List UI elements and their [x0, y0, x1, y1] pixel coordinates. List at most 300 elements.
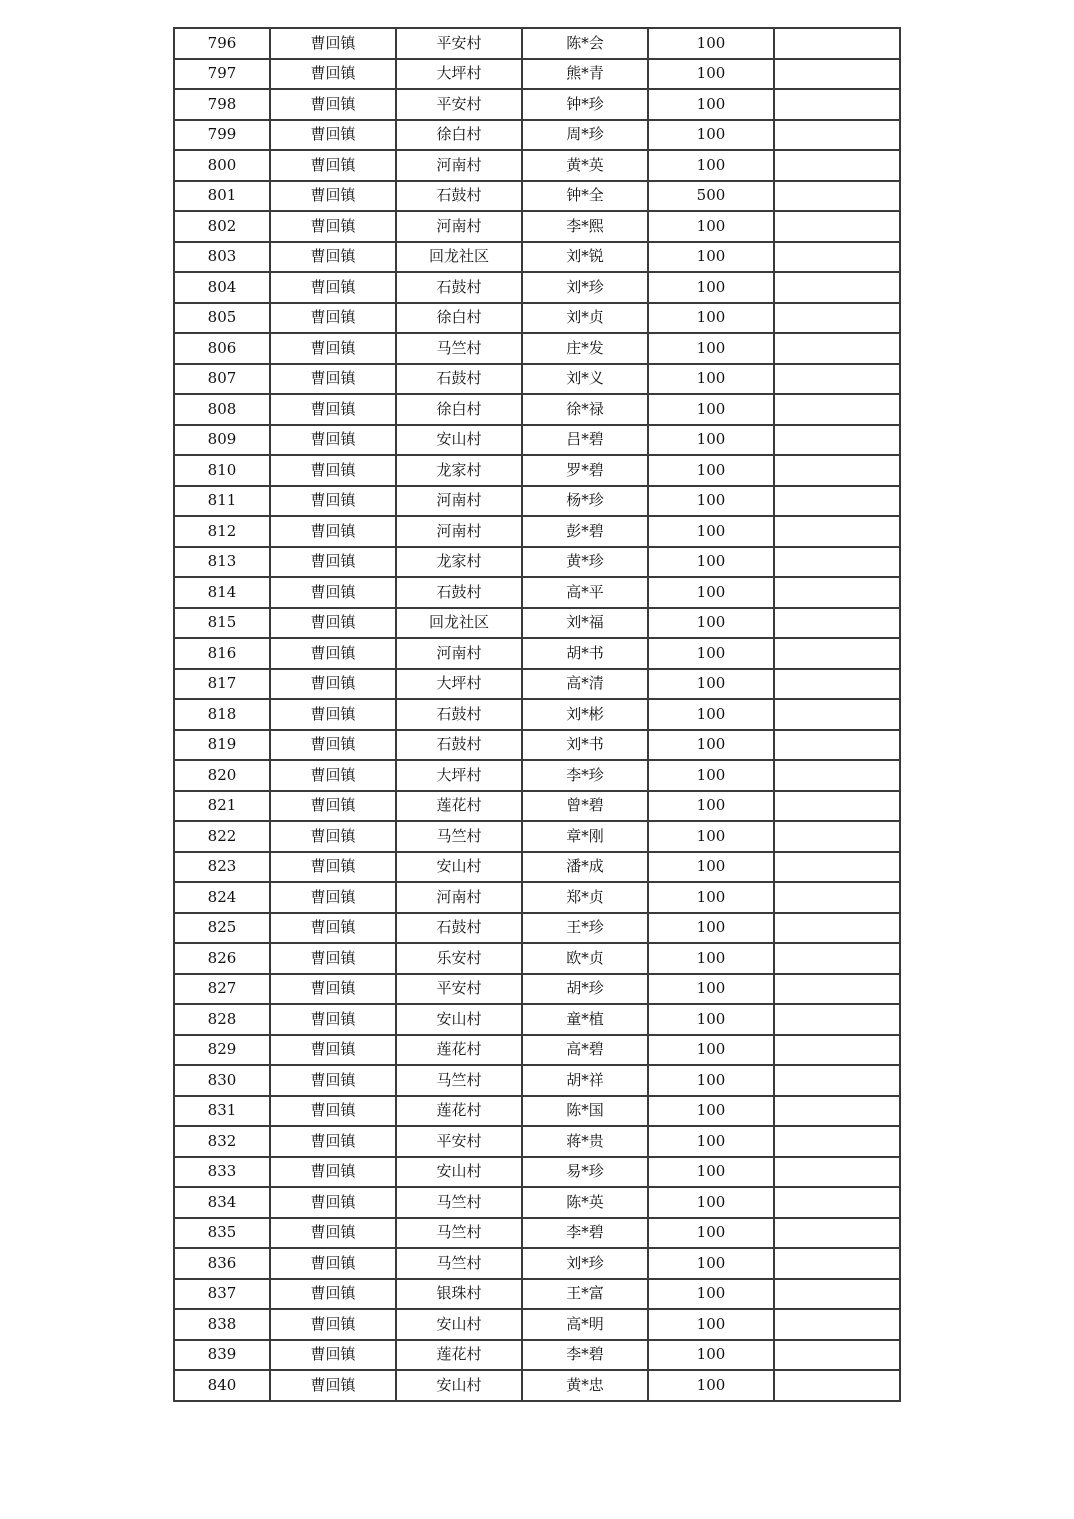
serial-number-cell: 826: [174, 943, 270, 974]
serial-number-cell: 828: [174, 1004, 270, 1035]
name-cell: 杨*珍: [522, 486, 648, 517]
serial-number-cell: 831: [174, 1096, 270, 1127]
village-cell: 河南村: [396, 882, 522, 913]
village-cell: 回龙社区: [396, 242, 522, 273]
note-cell: [774, 120, 900, 151]
note-cell: [774, 547, 900, 578]
amount-cell: 100: [648, 1279, 774, 1310]
amount-cell: 100: [648, 59, 774, 90]
town-cell: 曹回镇: [270, 394, 396, 425]
table-row: [174, 1279, 900, 1310]
serial-number-cell: 799: [174, 120, 270, 151]
village-cell: 银珠村: [396, 1279, 522, 1310]
document-page: [173, 27, 901, 1402]
note-cell: [774, 1096, 900, 1127]
name-cell: 陈*会: [522, 28, 648, 59]
name-cell: 郑*贞: [522, 882, 648, 913]
serial-number-cell: 798: [174, 89, 270, 120]
table-row: [174, 730, 900, 761]
serial-number-cell: 838: [174, 1309, 270, 1340]
amount-cell: 100: [648, 669, 774, 700]
village-cell: 石鼓村: [396, 730, 522, 761]
town-cell: 曹回镇: [270, 821, 396, 852]
serial-number-cell: 803: [174, 242, 270, 273]
village-cell: 大坪村: [396, 59, 522, 90]
note-cell: [774, 974, 900, 1005]
note-cell: [774, 28, 900, 59]
note-cell: [774, 486, 900, 517]
table-row: [174, 394, 900, 425]
serial-number-cell: 821: [174, 791, 270, 822]
village-cell: 回龙社区: [396, 608, 522, 639]
town-cell: 曹回镇: [270, 516, 396, 547]
amount-cell: 100: [648, 425, 774, 456]
serial-number-cell: 819: [174, 730, 270, 761]
table-row: [174, 882, 900, 913]
table-row: [174, 913, 900, 944]
table-row: [174, 577, 900, 608]
village-cell: 安山村: [396, 425, 522, 456]
name-cell: 李*碧: [522, 1340, 648, 1371]
town-cell: 曹回镇: [270, 425, 396, 456]
table-row: [174, 516, 900, 547]
amount-cell: 100: [648, 120, 774, 151]
name-cell: 曾*碧: [522, 791, 648, 822]
serial-number-cell: 833: [174, 1157, 270, 1188]
amount-cell: 100: [648, 882, 774, 913]
village-cell: 石鼓村: [396, 272, 522, 303]
name-cell: 彭*碧: [522, 516, 648, 547]
table-row: [174, 120, 900, 151]
town-cell: 曹回镇: [270, 333, 396, 364]
town-cell: 曹回镇: [270, 1065, 396, 1096]
amount-cell: 100: [648, 1309, 774, 1340]
name-cell: 吕*碧: [522, 425, 648, 456]
amount-cell: 100: [648, 608, 774, 639]
village-cell: 龙家村: [396, 547, 522, 578]
amount-cell: 100: [648, 1218, 774, 1249]
amount-cell: 100: [648, 516, 774, 547]
serial-number-cell: 830: [174, 1065, 270, 1096]
note-cell: [774, 577, 900, 608]
serial-number-cell: 834: [174, 1187, 270, 1218]
note-cell: [774, 1065, 900, 1096]
town-cell: 曹回镇: [270, 59, 396, 90]
note-cell: [774, 1218, 900, 1249]
village-cell: 马竺村: [396, 1065, 522, 1096]
name-cell: 胡*书: [522, 638, 648, 669]
table-row: [174, 974, 900, 1005]
serial-number-cell: 813: [174, 547, 270, 578]
village-cell: 安山村: [396, 1004, 522, 1035]
town-cell: 曹回镇: [270, 608, 396, 639]
note-cell: [774, 1126, 900, 1157]
village-cell: 河南村: [396, 211, 522, 242]
town-cell: 曹回镇: [270, 1218, 396, 1249]
note-cell: [774, 1340, 900, 1371]
name-cell: 刘*珍: [522, 1248, 648, 1279]
note-cell: [774, 821, 900, 852]
name-cell: 刘*锐: [522, 242, 648, 273]
village-cell: 马竺村: [396, 1248, 522, 1279]
village-cell: 安山村: [396, 852, 522, 883]
serial-number-cell: 806: [174, 333, 270, 364]
town-cell: 曹回镇: [270, 364, 396, 395]
village-cell: 安山村: [396, 1309, 522, 1340]
amount-cell: 100: [648, 150, 774, 181]
table-row: [174, 1096, 900, 1127]
roster-table-body: [174, 28, 900, 1401]
town-cell: 曹回镇: [270, 974, 396, 1005]
name-cell: 高*平: [522, 577, 648, 608]
village-cell: 河南村: [396, 516, 522, 547]
serial-number-cell: 836: [174, 1248, 270, 1279]
note-cell: [774, 150, 900, 181]
note-cell: [774, 455, 900, 486]
amount-cell: 100: [648, 1035, 774, 1066]
village-cell: 龙家村: [396, 455, 522, 486]
amount-cell: 100: [648, 364, 774, 395]
town-cell: 曹回镇: [270, 1004, 396, 1035]
town-cell: 曹回镇: [270, 852, 396, 883]
table-row: [174, 1187, 900, 1218]
note-cell: [774, 89, 900, 120]
village-cell: 石鼓村: [396, 364, 522, 395]
amount-cell: 100: [648, 760, 774, 791]
table-row: [174, 150, 900, 181]
name-cell: 刘*珍: [522, 272, 648, 303]
amount-cell: 100: [648, 1126, 774, 1157]
note-cell: [774, 1248, 900, 1279]
serial-number-cell: 818: [174, 699, 270, 730]
town-cell: 曹回镇: [270, 1157, 396, 1188]
name-cell: 王*珍: [522, 913, 648, 944]
name-cell: 熊*青: [522, 59, 648, 90]
serial-number-cell: 837: [174, 1279, 270, 1310]
serial-number-cell: 811: [174, 486, 270, 517]
table-row: [174, 608, 900, 639]
note-cell: [774, 303, 900, 334]
note-cell: [774, 699, 900, 730]
town-cell: 曹回镇: [270, 943, 396, 974]
serial-number-cell: 820: [174, 760, 270, 791]
amount-cell: 100: [648, 913, 774, 944]
town-cell: 曹回镇: [270, 181, 396, 212]
note-cell: [774, 1187, 900, 1218]
note-cell: [774, 913, 900, 944]
table-row: [174, 821, 900, 852]
serial-number-cell: 824: [174, 882, 270, 913]
note-cell: [774, 394, 900, 425]
serial-number-cell: 827: [174, 974, 270, 1005]
name-cell: 刘*福: [522, 608, 648, 639]
name-cell: 欧*贞: [522, 943, 648, 974]
village-cell: 平安村: [396, 974, 522, 1005]
table-row: [174, 1248, 900, 1279]
village-cell: 马竺村: [396, 1187, 522, 1218]
village-cell: 徐白村: [396, 303, 522, 334]
amount-cell: 100: [648, 852, 774, 883]
town-cell: 曹回镇: [270, 1126, 396, 1157]
amount-cell: 100: [648, 394, 774, 425]
table-row: [174, 547, 900, 578]
note-cell: [774, 1309, 900, 1340]
amount-cell: 100: [648, 333, 774, 364]
village-cell: 大坪村: [396, 760, 522, 791]
village-cell: 平安村: [396, 28, 522, 59]
town-cell: 曹回镇: [270, 211, 396, 242]
table-row: [174, 333, 900, 364]
table-row: [174, 59, 900, 90]
amount-cell: 100: [648, 211, 774, 242]
name-cell: 黄*忠: [522, 1370, 648, 1401]
village-cell: 河南村: [396, 638, 522, 669]
name-cell: 陈*国: [522, 1096, 648, 1127]
town-cell: 曹回镇: [270, 577, 396, 608]
table-row: [174, 1157, 900, 1188]
name-cell: 蒋*贵: [522, 1126, 648, 1157]
amount-cell: 100: [648, 1340, 774, 1371]
table-row: [174, 791, 900, 822]
amount-cell: 100: [648, 1187, 774, 1218]
name-cell: 刘*书: [522, 730, 648, 761]
serial-number-cell: 815: [174, 608, 270, 639]
table-row: [174, 852, 900, 883]
serial-number-cell: 825: [174, 913, 270, 944]
note-cell: [774, 272, 900, 303]
serial-number-cell: 800: [174, 150, 270, 181]
town-cell: 曹回镇: [270, 1248, 396, 1279]
note-cell: [774, 1279, 900, 1310]
village-cell: 平安村: [396, 1126, 522, 1157]
name-cell: 章*刚: [522, 821, 648, 852]
serial-number-cell: 814: [174, 577, 270, 608]
serial-number-cell: 832: [174, 1126, 270, 1157]
town-cell: 曹回镇: [270, 28, 396, 59]
note-cell: [774, 852, 900, 883]
table-row: [174, 638, 900, 669]
note-cell: [774, 1157, 900, 1188]
serial-number-cell: 817: [174, 669, 270, 700]
amount-cell: 100: [648, 791, 774, 822]
village-cell: 徐白村: [396, 120, 522, 151]
name-cell: 高*清: [522, 669, 648, 700]
amount-cell: 100: [648, 89, 774, 120]
note-cell: [774, 882, 900, 913]
serial-number-cell: 839: [174, 1340, 270, 1371]
note-cell: [774, 364, 900, 395]
table-row: [174, 1309, 900, 1340]
note-cell: [774, 1035, 900, 1066]
town-cell: 曹回镇: [270, 1340, 396, 1371]
town-cell: 曹回镇: [270, 699, 396, 730]
name-cell: 徐*禄: [522, 394, 648, 425]
serial-number-cell: 840: [174, 1370, 270, 1401]
town-cell: 曹回镇: [270, 547, 396, 578]
serial-number-cell: 835: [174, 1218, 270, 1249]
table-row: [174, 425, 900, 456]
town-cell: 曹回镇: [270, 669, 396, 700]
note-cell: [774, 669, 900, 700]
table-row: [174, 1340, 900, 1371]
town-cell: 曹回镇: [270, 272, 396, 303]
serial-number-cell: 805: [174, 303, 270, 334]
amount-cell: 100: [648, 943, 774, 974]
town-cell: 曹回镇: [270, 89, 396, 120]
table-row: [174, 272, 900, 303]
name-cell: 童*植: [522, 1004, 648, 1035]
amount-cell: 100: [648, 1004, 774, 1035]
town-cell: 曹回镇: [270, 913, 396, 944]
village-cell: 石鼓村: [396, 699, 522, 730]
town-cell: 曹回镇: [270, 150, 396, 181]
name-cell: 李*熙: [522, 211, 648, 242]
note-cell: [774, 333, 900, 364]
table-row: [174, 1218, 900, 1249]
serial-number-cell: 797: [174, 59, 270, 90]
name-cell: 高*明: [522, 1309, 648, 1340]
village-cell: 河南村: [396, 150, 522, 181]
table-row: [174, 89, 900, 120]
name-cell: 刘*义: [522, 364, 648, 395]
amount-cell: 100: [648, 577, 774, 608]
table-row: [174, 1004, 900, 1035]
roster-table: [173, 27, 901, 1402]
serial-number-cell: 810: [174, 455, 270, 486]
note-cell: [774, 730, 900, 761]
town-cell: 曹回镇: [270, 1187, 396, 1218]
note-cell: [774, 1370, 900, 1401]
village-cell: 莲花村: [396, 1340, 522, 1371]
table-row: [174, 1065, 900, 1096]
amount-cell: 100: [648, 1065, 774, 1096]
note-cell: [774, 608, 900, 639]
note-cell: [774, 1004, 900, 1035]
village-cell: 徐白村: [396, 394, 522, 425]
table-row: [174, 486, 900, 517]
village-cell: 安山村: [396, 1370, 522, 1401]
table-row: [174, 211, 900, 242]
village-cell: 莲花村: [396, 1096, 522, 1127]
table-row: [174, 1126, 900, 1157]
amount-cell: 100: [648, 1096, 774, 1127]
village-cell: 安山村: [396, 1157, 522, 1188]
name-cell: 胡*珍: [522, 974, 648, 1005]
table-row: [174, 760, 900, 791]
amount-cell: 100: [648, 1370, 774, 1401]
town-cell: 曹回镇: [270, 1035, 396, 1066]
table-row: [174, 669, 900, 700]
serial-number-cell: 807: [174, 364, 270, 395]
name-cell: 李*珍: [522, 760, 648, 791]
note-cell: [774, 638, 900, 669]
name-cell: 罗*碧: [522, 455, 648, 486]
serial-number-cell: 796: [174, 28, 270, 59]
amount-cell: 100: [648, 1248, 774, 1279]
table-row: [174, 455, 900, 486]
name-cell: 潘*成: [522, 852, 648, 883]
amount-cell: 100: [648, 303, 774, 334]
town-cell: 曹回镇: [270, 1370, 396, 1401]
note-cell: [774, 181, 900, 212]
serial-number-cell: 809: [174, 425, 270, 456]
serial-number-cell: 829: [174, 1035, 270, 1066]
table-row: [174, 242, 900, 273]
table-row: [174, 28, 900, 59]
name-cell: 庄*发: [522, 333, 648, 364]
town-cell: 曹回镇: [270, 760, 396, 791]
town-cell: 曹回镇: [270, 638, 396, 669]
amount-cell: 100: [648, 242, 774, 273]
village-cell: 马竺村: [396, 821, 522, 852]
village-cell: 石鼓村: [396, 181, 522, 212]
amount-cell: 500: [648, 181, 774, 212]
town-cell: 曹回镇: [270, 882, 396, 913]
table-row: [174, 943, 900, 974]
village-cell: 石鼓村: [396, 913, 522, 944]
village-cell: 大坪村: [396, 669, 522, 700]
note-cell: [774, 516, 900, 547]
village-cell: 马竺村: [396, 1218, 522, 1249]
name-cell: 王*富: [522, 1279, 648, 1310]
serial-number-cell: 812: [174, 516, 270, 547]
note-cell: [774, 943, 900, 974]
table-row: [174, 303, 900, 334]
name-cell: 钟*珍: [522, 89, 648, 120]
table-row: [174, 181, 900, 212]
village-cell: 莲花村: [396, 1035, 522, 1066]
amount-cell: 100: [648, 821, 774, 852]
amount-cell: 100: [648, 638, 774, 669]
village-cell: 莲花村: [396, 791, 522, 822]
town-cell: 曹回镇: [270, 242, 396, 273]
town-cell: 曹回镇: [270, 486, 396, 517]
table-row: [174, 699, 900, 730]
town-cell: 曹回镇: [270, 455, 396, 486]
note-cell: [774, 425, 900, 456]
serial-number-cell: 822: [174, 821, 270, 852]
town-cell: 曹回镇: [270, 1309, 396, 1340]
name-cell: 高*碧: [522, 1035, 648, 1066]
note-cell: [774, 242, 900, 273]
name-cell: 刘*贞: [522, 303, 648, 334]
amount-cell: 100: [648, 455, 774, 486]
note-cell: [774, 760, 900, 791]
name-cell: 胡*祥: [522, 1065, 648, 1096]
name-cell: 黄*珍: [522, 547, 648, 578]
serial-number-cell: 808: [174, 394, 270, 425]
town-cell: 曹回镇: [270, 1096, 396, 1127]
amount-cell: 100: [648, 486, 774, 517]
name-cell: 刘*彬: [522, 699, 648, 730]
amount-cell: 100: [648, 547, 774, 578]
village-cell: 河南村: [396, 486, 522, 517]
amount-cell: 100: [648, 28, 774, 59]
town-cell: 曹回镇: [270, 120, 396, 151]
town-cell: 曹回镇: [270, 1279, 396, 1310]
table-row: [174, 1370, 900, 1401]
name-cell: 周*珍: [522, 120, 648, 151]
serial-number-cell: 801: [174, 181, 270, 212]
amount-cell: 100: [648, 1157, 774, 1188]
name-cell: 黄*英: [522, 150, 648, 181]
note-cell: [774, 211, 900, 242]
amount-cell: 100: [648, 699, 774, 730]
table-row: [174, 1035, 900, 1066]
town-cell: 曹回镇: [270, 791, 396, 822]
town-cell: 曹回镇: [270, 730, 396, 761]
note-cell: [774, 791, 900, 822]
